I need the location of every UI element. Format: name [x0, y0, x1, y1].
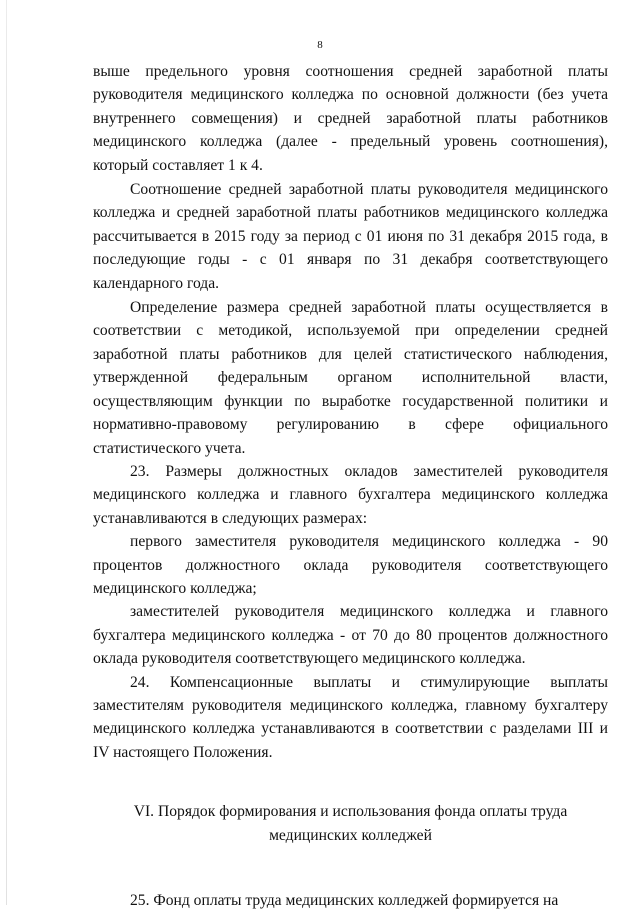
paragraph-clause-25: 25. Фонд оплаты труда медицинских колледжей формируется на: [130, 892, 559, 909]
page-number: 8: [317, 39, 323, 51]
paragraph-clause-23: 23. Размеры должностных окладов заместителей руководителя медицинского колледжа и главного бухгалтера медицинского колледжа устанавливаются в следующих размерах:: [93, 462, 608, 527]
section-heading-line-1: VI. Порядок формирования и использования фонда оплаты труда: [133, 803, 568, 821]
paragraph-salary-ratio: Соотношение средней заработной платы руководителя медицинского колледжа и средней заработной платы работников медицинского колледжа рассчитывается в 2015 году за период с 01 июня по 31 декабря 2015 года, в последующие годы - с 01 января по 31 декабря соответствующего календарного года.: [93, 181, 608, 292]
paragraph-clause-24: 24. Компенсационные выплаты и стимулирующие выплаты заместителям руководителя медицинского колледжа, главному бухгалтеру медицинского колледжа устанавливаются в соответствии с разделами III и IV настоящего Положения.: [93, 673, 608, 761]
paragraph-first-deputy: первого заместителя руководителя медицинского колледжа - 90 процентов должностного оклада руководителя соответствующего медицинского колледжа;: [93, 533, 608, 597]
paragraph-salary-method: Определение размера средней заработной платы осуществляется в соответствии с методикой, используемой при определении средней заработной платы работников для целей статистического наблюдения, утвержденной федеральным органом исполнительной власти, осуществляющим функции по выработке государственной политики и нормативно-правовому регулированию в сфере официального статистического учета.: [93, 299, 608, 457]
scan-edge-shadow: [6, 0, 7, 905]
section-heading-line-2: медицинских колледжей: [269, 826, 432, 844]
paragraph-continuation: выше предельного уровня соотношения средней заработной платы руководителя медицинского колледжа по основной должности (без учета внутреннего совмещения) и средней заработной платы работников медицинского колледжа (далее - предельный уровень соотношения), который составляет 1 к 4.: [93, 63, 608, 174]
document-body: [93, 60, 608, 912]
section-heading: [93, 800, 608, 847]
paragraph-deputies: заместителей руководителя медицинского колледжа и главного бухгалтера медицинского колледжа - от 70 до 80 процентов должностного оклада руководителя соответствующего медицинского колледжа.: [93, 603, 608, 668]
